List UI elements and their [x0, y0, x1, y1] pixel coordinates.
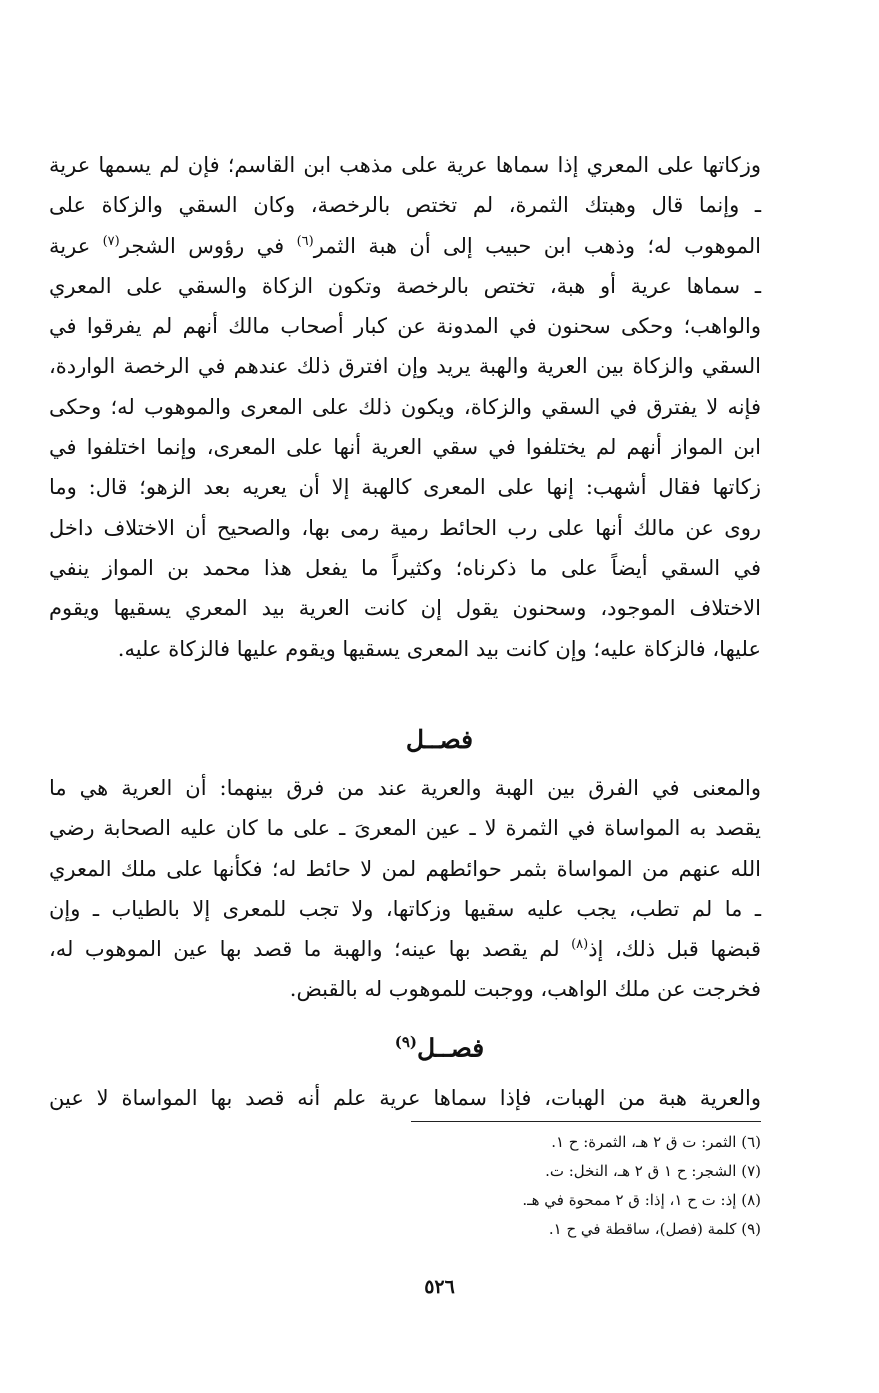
paragraph-top — [49, 145, 761, 669]
text-line: ـ وإنما قال وهبتك الثمرة، لم تختص بالرخصة، وكان السقي والزكاة على — [49, 193, 761, 218]
page-number: ٥٢٦ — [424, 1276, 455, 1298]
text-line: والعرية هبة من الهبات، فإذا سماها عرية علم أنه قصد بها المواساة لا عين — [49, 1086, 761, 1110]
text-segment: الموهوب له؛ وذهب ابن حبيب إلى أن هبة الثمر — [313, 233, 761, 258]
footnote: (٧) الشجر: ح ١ ق ٢ هـ، النخل: ت. — [545, 1162, 761, 1180]
footnotes — [261, 1128, 761, 1244]
text-line: ـ ما لم تطب، يجب عليه سقيها وزكاتها، ولا تجب للمعرى إلا بالطياب ـ وإن — [49, 896, 761, 921]
text-line: زكاتها فقال أشهب: إنها على المعرى كالهبة إلا أن يعريه بعد الزهو؛ قال: وما — [49, 475, 761, 500]
text-line: فإنه لا يفترق في السقي والزكاة، ويكون ذلك على المعرى والموهوب له؛ وحكى — [49, 394, 761, 419]
text-line: والواهب؛ وحكى سحنون في المدونة عن كبار أصحاب مالك أنهم لم يفرقوا في — [49, 314, 761, 339]
text-segment: في رؤوس الشجر — [119, 233, 297, 258]
section-heading: فصــل — [405, 725, 474, 754]
text-line: روى عن مالك أنها على رب الحائط رمية رمى بها، والصحيح أن الاختلاف داخل — [49, 515, 761, 540]
text-line: يقصد به المواساة في الثمرة لا ـ عين المعرىَ ـ على ما كان عليه الصحابة رضي — [49, 816, 761, 841]
footnote: (٩) كلمة (فصل)، ساقطة في ح ١. — [548, 1220, 761, 1238]
text-line — [49, 226, 761, 266]
text-line: عليها، فالزكاة عليه؛ وإن كانت بيد المعرى يسقيها ويقوم عليها فالزكاة عليه. — [117, 636, 761, 661]
footnote-ref: (٦) — [296, 233, 314, 249]
text-line: فخرجت عن ملك الواهب، ووجبت للموهوب له بالقبض. — [289, 977, 761, 1002]
footnote-ref: (٨) — [571, 937, 589, 953]
text-line: السقي والزكاة بين العرية والهبة يريد وإن افترق ذلك عندهم في الرخصة الواردة، — [49, 354, 761, 379]
paragraph-middle — [49, 768, 761, 1010]
text-line: ـ سماها عرية أو هبة، تختص بالرخصة وتكون الزكاة والسقي على المعري — [49, 273, 761, 298]
text-segment: عرية — [49, 233, 103, 258]
section-heading-2 — [0, 1033, 879, 1062]
text-line: الله عنهم من المواساة بثمر حوائطهم لمن لا حائط له؛ فكأنها على ملك المعري — [49, 856, 761, 881]
text-segment: قبضها قبل ذلك، إذ — [588, 937, 761, 962]
text-line: والمعنى في الفرق بين الهبة والعرية عند من فرق بينهما: أن العرية هي ما — [49, 776, 761, 800]
paragraph-bottom — [49, 1078, 761, 1118]
footnote-divider — [411, 1121, 761, 1122]
text-line: ابن المواز أنهم لم يختلفوا في سقي العرية أنها على المعرى، وإنما اختلفوا في — [49, 435, 761, 460]
text-line — [49, 929, 761, 969]
footnote: (٨) إذ: ت ح ١، إذا: ق ٢ ممحوة في هـ. — [522, 1191, 761, 1209]
text-segment: لم يقصد بها عينه؛ والهبة ما قصد بها عين الموهوب له، — [49, 937, 572, 962]
footnote-ref: (٧) — [102, 233, 120, 249]
text-line: وزكاتها على المعري إذا سماها عرية على مذهب ابن القاسم؛ فإن لم يسمها عرية — [49, 153, 761, 177]
text-line: الاختلاف الموجود، وسحنون يقول إن كانت العرية بيد المعري يسقيها ويقوم — [49, 596, 761, 621]
heading-label: فصــل — [417, 1033, 485, 1063]
footnote-ref: (٩) — [394, 1033, 418, 1051]
text-line: في السقي أيضاً على ما ذكرناه؛ وكثيراً ما يفعل هذا محمد بن المواز ينفي — [49, 555, 761, 580]
footnote: (٦) الثمر: ت ق ٢ هـ، الثمرة: ح ١. — [551, 1133, 761, 1151]
